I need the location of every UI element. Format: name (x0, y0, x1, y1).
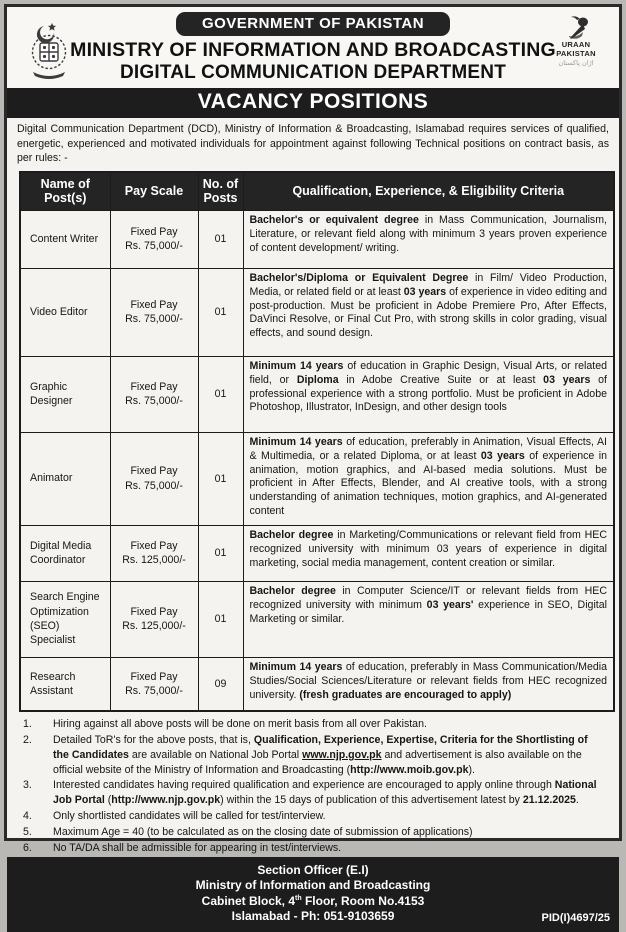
pay-type: Fixed Pay (130, 539, 178, 552)
criteria-cell: Bachelor's/Diploma or Equivalent Degree in Film/ Video Production, Media, or related field or at least 03 years of experience in video editing and post-production. Must be proficient in Adobe Premiere Pro, After Effects, DaVinci Resolve, or Final Cut Pro, with strong skills in color grading, visual effects, and sound design. (243, 268, 614, 356)
note-text: Interested candidates having required qualification and experience are encouraged to apply online through National Job Portal (http://www.njp.gov.pk) within the 15 days of publication of this advertisement latest by 21.12.2025. (53, 779, 597, 807)
signature-address: Cabinet Block, 4th Floor, Room No.4153 (201, 893, 425, 908)
post-name-cell: Graphic Designer (20, 356, 110, 432)
signature-city-phone: Islamabad - Ph: 051-9103659 (231, 909, 395, 924)
pay-type: Fixed Pay (130, 605, 178, 618)
post-name-cell: Research Assistant (20, 657, 110, 711)
note-item-6 (23, 841, 605, 856)
intro-paragraph: Digital Communication Department (DCD), Ministry of Information & Broadcasting, Islamabad requires services of qualified, energetic, experienced and motivated individuals for appointment against following Technical positions on contract basis, as per rules: - (17, 123, 609, 165)
posts-count-cell: 01 (198, 356, 243, 432)
pay-amount: Rs. 75,000/- (125, 313, 183, 326)
note-number: 2. (23, 733, 32, 746)
uraan-bird-icon (547, 15, 605, 41)
pay-amount: Rs. 75,000/- (125, 240, 183, 253)
criteria-cell: Minimum 14 years of education, preferably in Animation, Visual Effects, AI & Multimedia, or a related Diploma, or at least 03 years of experience in animation, motion graphics, and AI-based media solutions. Must be proficient in After Effects, Blender, and AI creative tools, with a strong understanding of animation techniques, motion graphics, and AI-generated content (243, 432, 614, 525)
table-row-content-writer (20, 210, 614, 268)
pay-amount: Rs. 75,000/- (125, 479, 183, 492)
posts-count-cell: 01 (198, 268, 243, 356)
pay-scale-cell (110, 210, 198, 268)
criteria-cell: Bachelor's or equivalent degree in Mass Communication, Journalism, Literature, or relevant field along with minimum 3 years proven experience of content development/ writing. (243, 210, 614, 268)
pay-scale-cell (110, 581, 198, 657)
note-text: Detailed ToR's for the above posts, that is, Qualification, Experience, Expertise, Criteria for the Shortlisting of the Candidates are available on National Job Portal www.njp.gov.pk and advertisement is also available on the official website of the Ministry of Information and Broadcasting (http://www.moib.gov.pk). (53, 733, 588, 776)
pid-number: PID(I)4697/25 (541, 911, 610, 924)
posts-count-cell: 09 (198, 657, 243, 711)
note-number: 4. (23, 810, 32, 823)
header (7, 7, 619, 88)
pay-scale-cell (110, 525, 198, 581)
col-header-pay-scale: Pay Scale (110, 172, 198, 210)
table-row-digital-media-coordinator (20, 525, 614, 581)
pay-scale-cell (110, 657, 198, 711)
criteria-cell: Minimum 14 years of education in Graphic Design, Visual Arts, or related field, or Diploma in Adobe Creative Suite or at least 03 years of professional experience with a strong portfolio. Must be proficient in Adobe Photoshop, Illustrator, InDesign, and other design tools (243, 356, 614, 432)
posts-count-cell: 01 (198, 210, 243, 268)
note-text: Hiring against all above posts will be done on merit basis from all over Pakistan. (53, 718, 427, 731)
criteria-cell: Bachelor degree in Computer Science/IT or relevant fields from HEC recognized university with minimum 03 years' experience in SEO, Digital Marketing or similar. (243, 581, 614, 657)
post-name-cell: Animator (20, 432, 110, 525)
pay-scale-cell (110, 268, 198, 356)
note-item-2 (23, 733, 605, 777)
col-header-criteria: Qualification, Experience, & Eligibility Criteria (243, 172, 614, 210)
note-item-1 (23, 717, 605, 732)
pay-type: Fixed Pay (130, 298, 178, 311)
col-header-no-of-posts: No. of Posts (198, 172, 243, 210)
note-text: Only shortlisted candidates will be called for test/interview. (53, 810, 326, 823)
note-text: No TA/DA shall be admissible for appearing in test/interviews. (53, 841, 342, 854)
note-number: 3. (23, 779, 32, 792)
pay-scale-cell (110, 432, 198, 525)
note-number: 1. (23, 718, 32, 731)
pay-scale-cell (110, 356, 198, 432)
post-name-cell: Digital Media Coordinator (20, 525, 110, 581)
pay-amount: Rs. 75,000/- (125, 684, 183, 697)
post-name-cell: Content Writer (20, 210, 110, 268)
table-row-seo-specialist (20, 581, 614, 657)
post-name-cell: Video Editor (20, 268, 110, 356)
note-number: 5. (23, 825, 32, 838)
pay-type: Fixed Pay (130, 465, 178, 478)
pay-amount: Rs. 125,000/- (122, 554, 186, 567)
ministry-title: MINISTRY OF INFORMATION AND BROADCASTING (70, 39, 556, 61)
uraan-urdu-caption: اڑان پاکستان (558, 59, 594, 68)
pay-type: Fixed Pay (130, 380, 178, 393)
note-item-3 (23, 778, 605, 808)
uraan-pakistan-logo (547, 15, 605, 67)
pay-amount: Rs. 75,000/- (125, 395, 183, 408)
note-text: Maximum Age = 40 (to be calculated as on the closing date of submission of applications) (53, 825, 473, 838)
pay-type: Fixed Pay (130, 670, 178, 683)
criteria-cell: Bachelor degree in Marketing/Communications or relevant field from HEC recognized university with minimum 03 years of experience in digital marketing, social media management, content creation or similar. (243, 525, 614, 581)
table-row-graphic-designer (20, 356, 614, 432)
advert-frame (4, 4, 622, 924)
table-row-animator (20, 432, 614, 525)
note-item-4 (23, 809, 605, 824)
footer-signature-bar (7, 857, 619, 932)
note-item-5 (23, 825, 605, 840)
notes-section (7, 712, 619, 856)
signature-organization: Ministry of Information and Broadcasting (195, 878, 431, 893)
vacancy-table (19, 171, 615, 712)
uraan-label-line2: PAKISTAN (556, 48, 596, 58)
government-of-pakistan-badge: GOVERNMENT OF PAKISTAN (176, 12, 450, 36)
signature-title: Section Officer (E.I) (257, 862, 369, 877)
uraan-label-line1: URAAN (561, 40, 591, 49)
posts-count-cell: 01 (198, 432, 243, 525)
pay-amount: Rs. 125,000/- (122, 620, 186, 633)
posts-count-cell: 01 (198, 581, 243, 657)
table-row-research-assistant (20, 657, 614, 711)
table-row-video-editor (20, 268, 614, 356)
posts-count-cell: 01 (198, 525, 243, 581)
table-header-row (20, 172, 614, 210)
post-name-cell: Search Engine Optimization (SEO) Specialist (20, 581, 110, 657)
department-title: DIGITAL COMMUNICATION DEPARTMENT (119, 62, 507, 83)
note-number: 6. (23, 841, 32, 854)
col-header-post-name: Name of Post(s) (20, 172, 110, 210)
vacancy-positions-banner: VACANCY POSITIONS (7, 88, 619, 118)
criteria-cell: Minimum 14 years of education, preferably in Mass Communication/Media Studies/Social Sciences/Literature or relevant fields from HEC recognized university. (fresh graduates are encouraged to apply) (243, 657, 614, 711)
pay-type: Fixed Pay (130, 225, 178, 238)
pakistan-state-emblem-icon (25, 18, 73, 80)
